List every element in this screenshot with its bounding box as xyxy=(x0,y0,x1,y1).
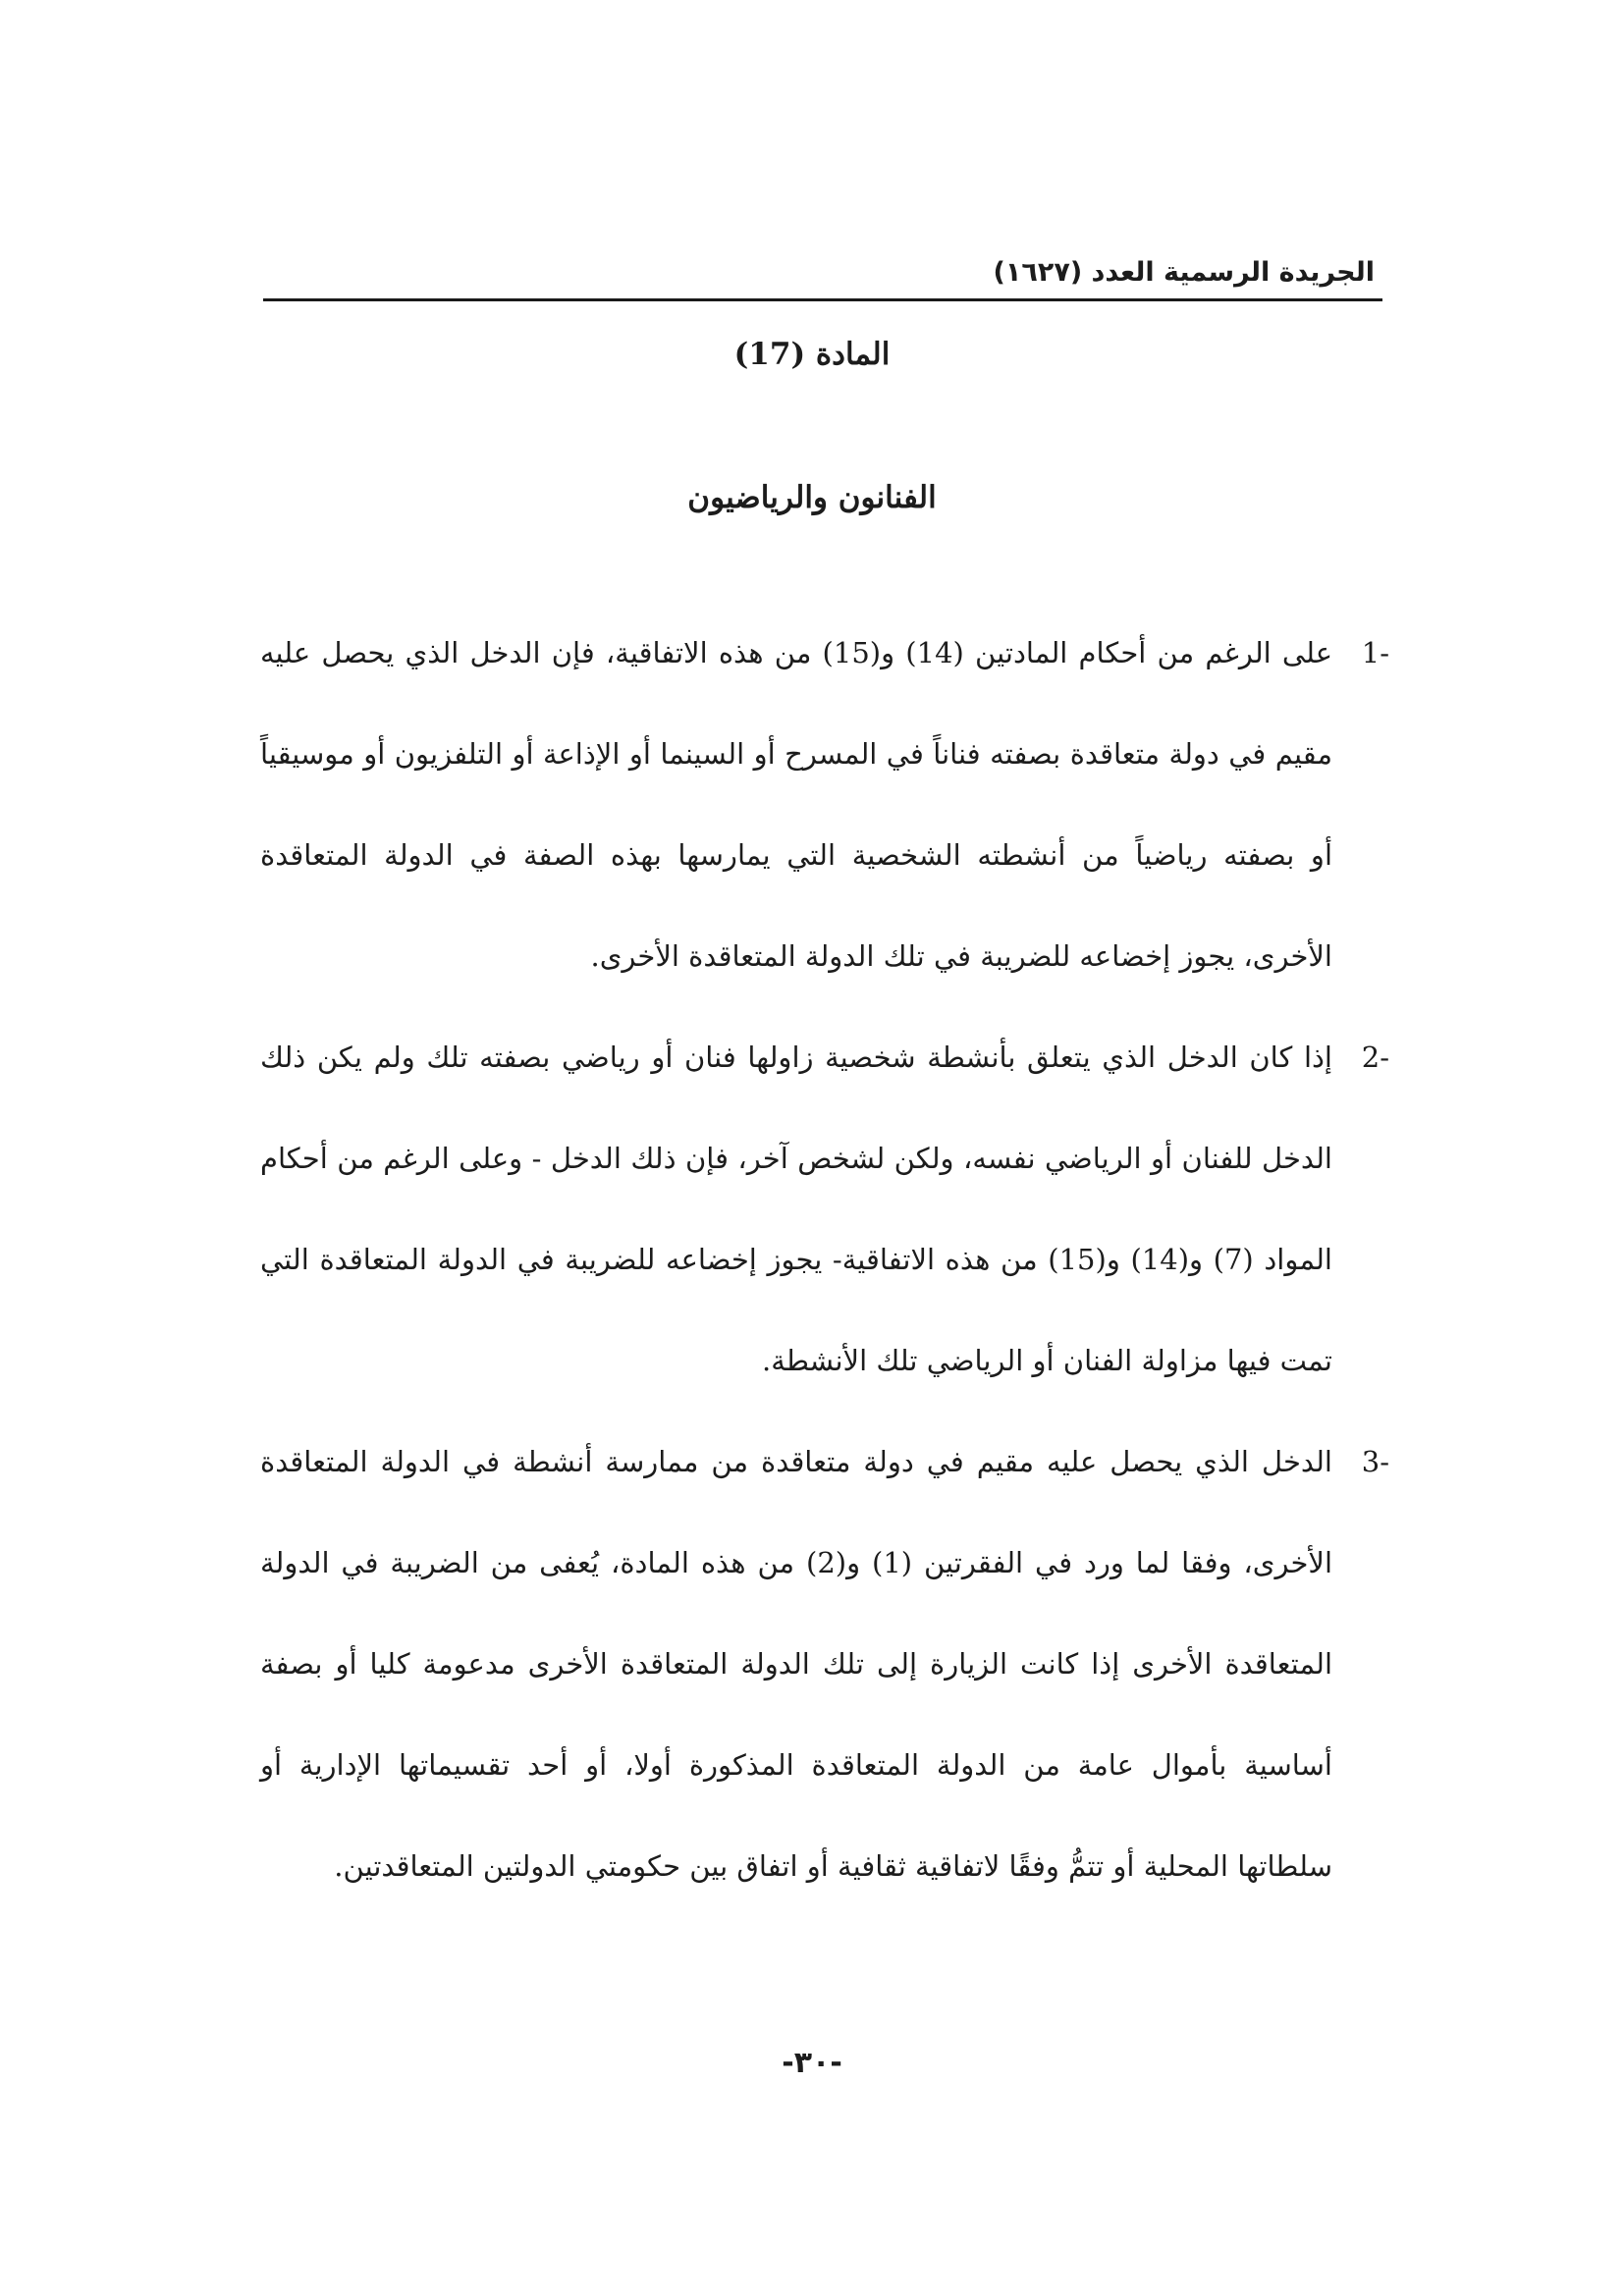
header-divider xyxy=(263,298,1382,301)
clause-text: الدخل الذي يحصل عليه مقيم في دولة متعاقدة من ممارسة أنشطة في الدولة المتعاقدة الأخرى، وفقا لما ورد في الفقرتين (1) و(2) من هذه المادة، يُعفى من الضريبة في الدولة المتعاقدة الأخرى إذا كانت الزيارة إلى تلك الدولة المتعاقدة الأخرى مدعومة كليا أو بصفة أساسية بأموال عامة من الدولة المتعاقدة المذكورة أولا، أو أحد تقسيماتها الإدارية أو سلطاتها المحلية أو تتمُّ وفقًا لاتفاقية ثقافية أو اتفاق بين حكومتي الدولتين المتعاقدتين. xyxy=(260,1445,1332,1883)
article-clauses xyxy=(260,603,1389,1917)
clause-number: -3 xyxy=(1361,1445,1389,1478)
clause-text: إذا كان الدخل الذي يتعلق بأنشطة شخصية زاولها فنان أو رياضي بصفته تلك ولم يكن ذلك الدخل للفنان أو الرياضي نفسه، ولكن لشخص آخر، فإن ذلك الدخل - وعلى الرغم من أحكام المواد (7) و(14) و(15) من هذه الاتفاقية- يجوز إخضاعه للضريبة في الدولة المتعاقدة التي تمت فيها مزاولة الفنان أو الرياضي تلك الأنشطة. xyxy=(260,1041,1332,1377)
gazette-title: الجريدة الرسمية العدد (١٦٢٧) xyxy=(993,257,1375,288)
article-heading: الفنانون والرياضيون xyxy=(687,480,937,515)
gazette-header xyxy=(263,253,1382,301)
page-number: -٣٠- xyxy=(782,2046,842,2080)
clause-number: -1 xyxy=(1361,636,1389,669)
clause-text: على الرغم من أحكام المادتين (14) و(15) من هذه الاتفاقية، فإن الدخل الذي يحصل عليه مقيم في دولة متعاقدة بصفته فناناً في المسرح أو السينما أو الإذاعة أو التلفزيون أو موسيقياً أو بصفته رياضياً من أنشطته الشخصية التي يمارسها بهذه الصفة في الدولة المتعاقدة الأخرى، يجوز إخضاعه للضريبة في تلك الدولة المتعاقدة الأخرى. xyxy=(260,636,1332,973)
clause-3 xyxy=(260,1412,1389,1917)
clause-2 xyxy=(260,1007,1389,1412)
clause-1 xyxy=(260,603,1389,1007)
article-number: المادة (17) xyxy=(733,337,891,372)
clause-number: -2 xyxy=(1361,1041,1389,1074)
